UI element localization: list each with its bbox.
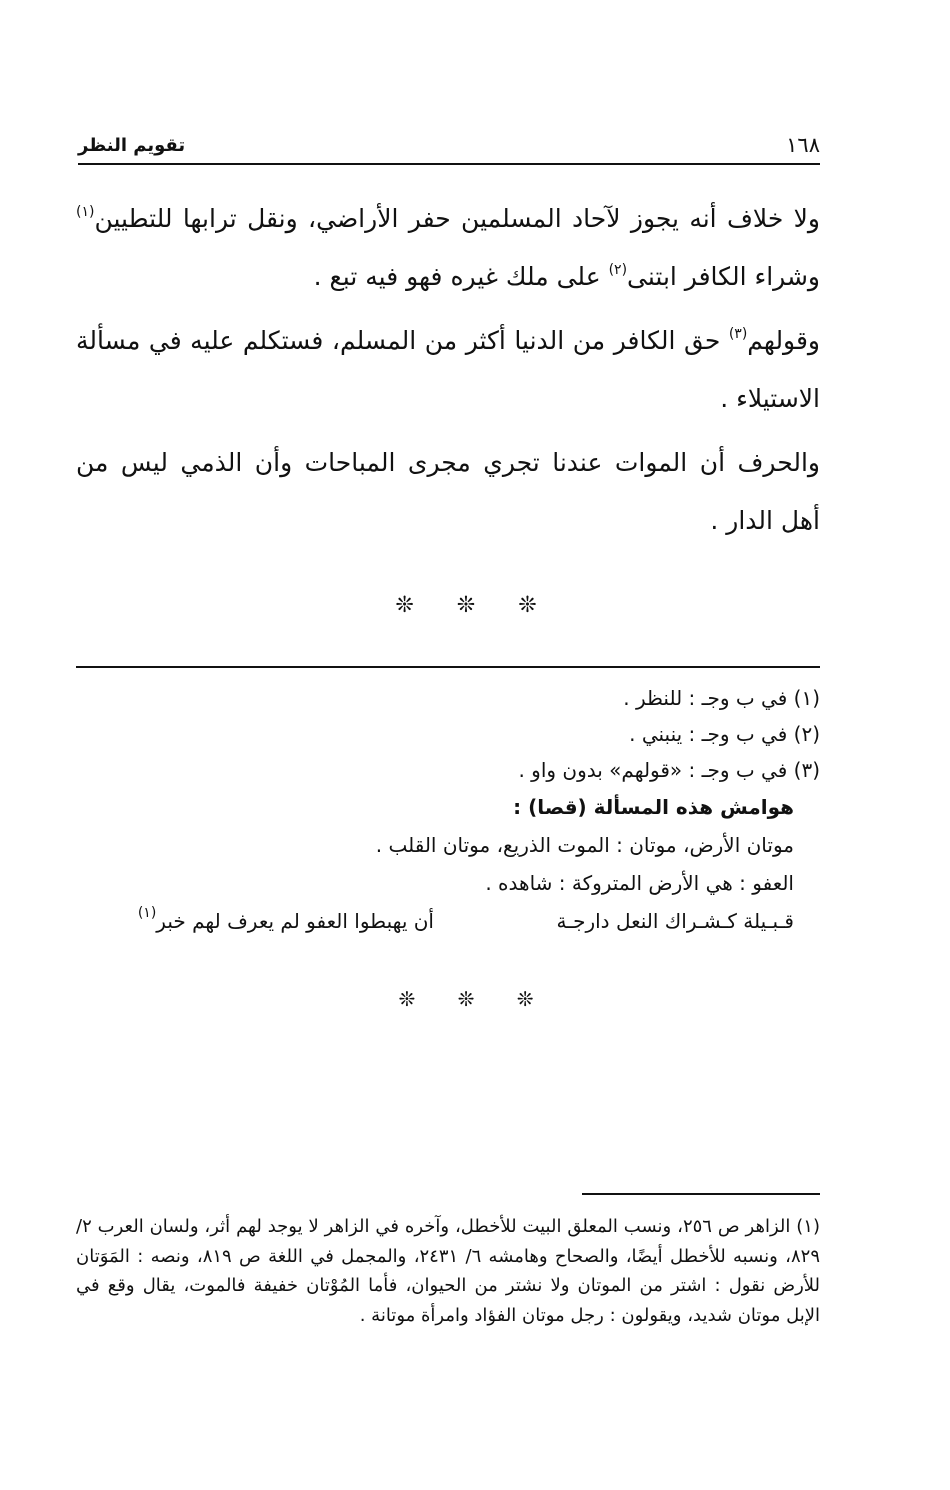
footnote-ref: (٢) bbox=[608, 262, 628, 278]
verse-text: أن يهبطوا العفو لم يعرف لهم خبر bbox=[156, 909, 434, 933]
poetry-verse bbox=[76, 902, 794, 940]
paragraph-text: على ملك غيره فهو فيه تبع . bbox=[313, 262, 609, 291]
verse-second-half bbox=[76, 905, 434, 933]
variant-note: (٢) في ب وجـ : ينبني . bbox=[629, 722, 820, 746]
paragraph-text: ولا خلاف أنه يجوز لآحاد المسلمين حفر الأراضي، ونقل ترابها للتطيين bbox=[94, 204, 820, 233]
footnote-ref: (٣) bbox=[728, 326, 748, 342]
variant-note: (٣) في ب وجـ : «قولهم» بدون واو . bbox=[518, 758, 820, 782]
paragraph-text: وقولهم bbox=[747, 326, 820, 355]
running-header bbox=[78, 130, 820, 160]
section-divider: ❊ ❊ ❊ bbox=[398, 987, 552, 1011]
footnote-rule bbox=[582, 1193, 820, 1195]
variant-note: (١) في ب وجـ : للنظر . bbox=[623, 686, 820, 710]
paragraph bbox=[76, 190, 820, 306]
paragraph bbox=[76, 434, 820, 550]
notes-rule bbox=[76, 666, 820, 668]
editor-notes bbox=[76, 680, 820, 940]
paragraph-text: والحرف أن الموات عندنا تجري مجرى المباحات وأن الذمي ليس من أهل الدار . bbox=[76, 448, 820, 535]
main-text bbox=[76, 190, 820, 556]
header-rule bbox=[78, 163, 820, 165]
margin-note: العفو : هي الأرض المتروكة : شاهده . bbox=[485, 871, 794, 895]
paragraph-text: حق الكافر من الدنيا أكثر من المسلم، فستكلم عليه في مسألة الاستيلاء . bbox=[76, 326, 820, 413]
page-number: ١٦٨ bbox=[786, 133, 820, 157]
section-divider: ❊ ❊ ❊ bbox=[395, 593, 555, 618]
margin-note: موتان الأرض، موتان : الموت الذريع، موتان القلب . bbox=[375, 833, 794, 857]
margins-heading: هوامش هذه المسألة (قصا) : bbox=[513, 795, 794, 819]
running-title: تقويم النظر bbox=[78, 134, 186, 156]
paragraph bbox=[76, 312, 820, 428]
paragraph-text: وشراء الكافر ابتنى bbox=[627, 262, 820, 291]
verse-first-half: قـبـيلة كـشـراك النعل دارجـة bbox=[556, 909, 794, 933]
footnote: (١) الزاهر ص ٢٥٦، ونسب المعلق البيت للأخطل، وآخره في الزاهر لا يوجد لهم أثر، ولسان العرب ٢/ ٨٢٩، ونسبه للأخطل أيضًا، والصحاح وهامشه ٦/ ٢٤٣١، والمجمل في اللغة ص ٨١٩، ونصه : المَوَتان للأرض نقول : اشتر من الموتان ولا نشتر من الحيوان، فأما المُوْتان خفيفة فالموت، يقال وقع في الإبل موتان شديد، ويقولون : رجل موتان الفؤاد وامرأة موتانة . bbox=[76, 1216, 820, 1326]
footnote-ref: (١) bbox=[76, 204, 95, 220]
footnote-ref: (١) bbox=[137, 905, 157, 921]
footnotes bbox=[76, 1212, 820, 1330]
